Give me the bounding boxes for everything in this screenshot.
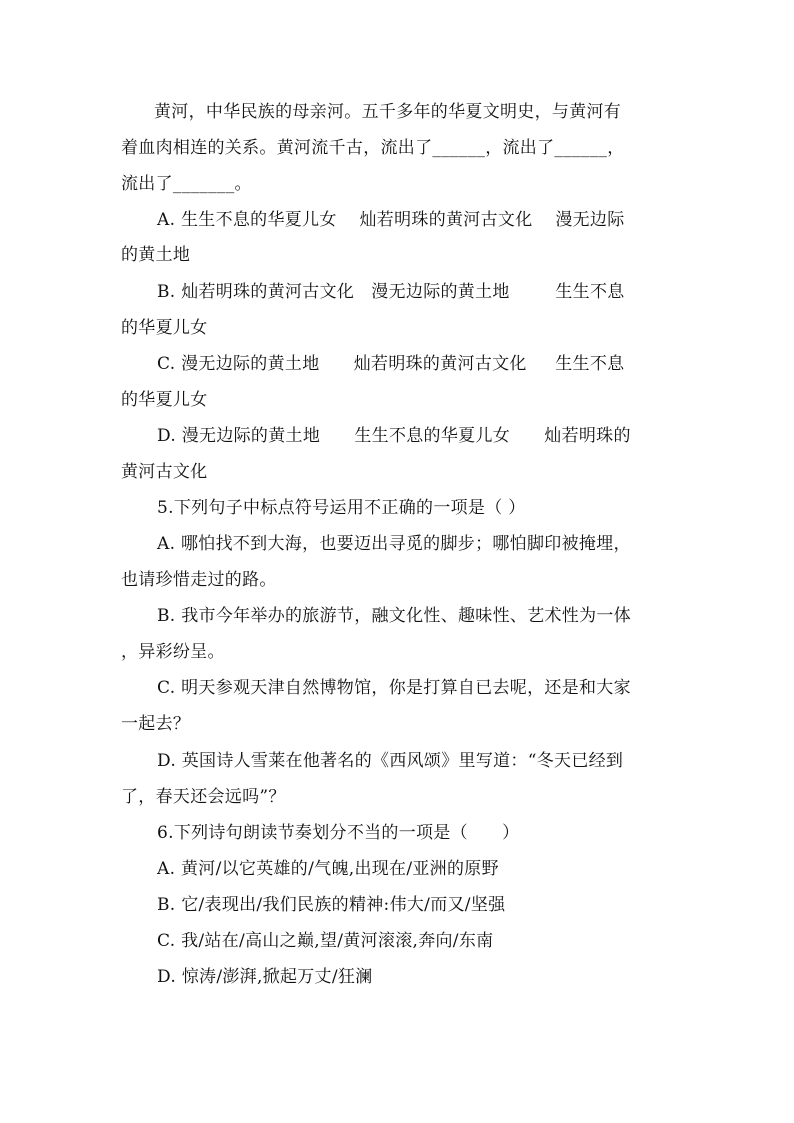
q4-option-d-line-2: 黄河古文化 xyxy=(121,462,208,482)
q6-option-a: A. 黄河/以它英雄的/气魄,出现在/亚洲的原野 xyxy=(157,859,499,879)
q4-option-b-line-2: 的华夏儿女 xyxy=(121,318,208,338)
q5-stem: 5.下列句子中标点符号运用不正确的一项是（ ） xyxy=(157,498,526,518)
q6-option-d: D. 惊涛/澎湃,掀起万丈/狂澜 xyxy=(157,967,373,987)
q5-option-a-line-1: A. 哪怕找不到大海，也要迈出寻觅的脚步；哪怕脚印被掩埋， xyxy=(157,534,631,554)
q5-option-d-line-1: D. 英国诗人雪莱在他著名的《西风颂》里写道：“冬天已经到 xyxy=(157,751,624,771)
q5-option-b-line-1: B. 我市今年举办的旅游节，融文化性、趣味性、艺术性为一体 xyxy=(157,606,631,626)
q6-stem: 6.下列诗句朗读节奏划分不当的一项是（ ） xyxy=(157,823,520,843)
q5-option-c-line-2: 一起去？ xyxy=(121,714,191,734)
q4-option-d-line-1: D. 漫无边际的黄土地 生生不息的华夏儿女 灿若明珠的 xyxy=(157,426,631,446)
q5-option-c-line-1: C. 明天参观天津自然博物馆，你是打算自已去呢，还是和大家 xyxy=(157,678,631,698)
q4-option-b-line-1: B. 灿若明珠的黄河古文化 漫无边际的黄土地 生生不息 xyxy=(157,282,625,302)
q5-option-a-line-2: 也请珍惜走过的路。 xyxy=(121,570,277,590)
q6-option-c: C. 我/站在/高山之巅,望/黄河滚滚,奔向/东南 xyxy=(157,931,494,951)
passage-line-3: 流出了_______。 xyxy=(121,174,252,194)
q5-option-d-line-2: 了，春天还会远吗”？ xyxy=(121,787,286,807)
q4-option-c-line-2: 的华夏儿女 xyxy=(121,390,208,410)
passage-line-2: 着血肉相连的关系。黄河流千古，流出了______，流出了______， xyxy=(121,138,625,158)
q4-option-a-line-2: 的黄土地 xyxy=(121,245,191,265)
passage-line-1: 黄河，中华民族的母亲河。五千多年的华夏文明史，与黄河有 xyxy=(154,102,622,122)
q4-option-c-line-1: C. 漫无边际的黄土地 灿若明珠的黄河古文化 生生不息 xyxy=(157,354,625,374)
q6-option-b: B. 它/表现出/我们民族的精神:伟大/而又/坚强 xyxy=(157,895,506,915)
q5-option-b-line-2: ，异彩纷呈。 xyxy=(121,642,225,662)
q4-option-a-line-1: A. 生生不息的华夏儿女 灿若明珠的黄河古文化 漫无边际 xyxy=(157,210,625,230)
